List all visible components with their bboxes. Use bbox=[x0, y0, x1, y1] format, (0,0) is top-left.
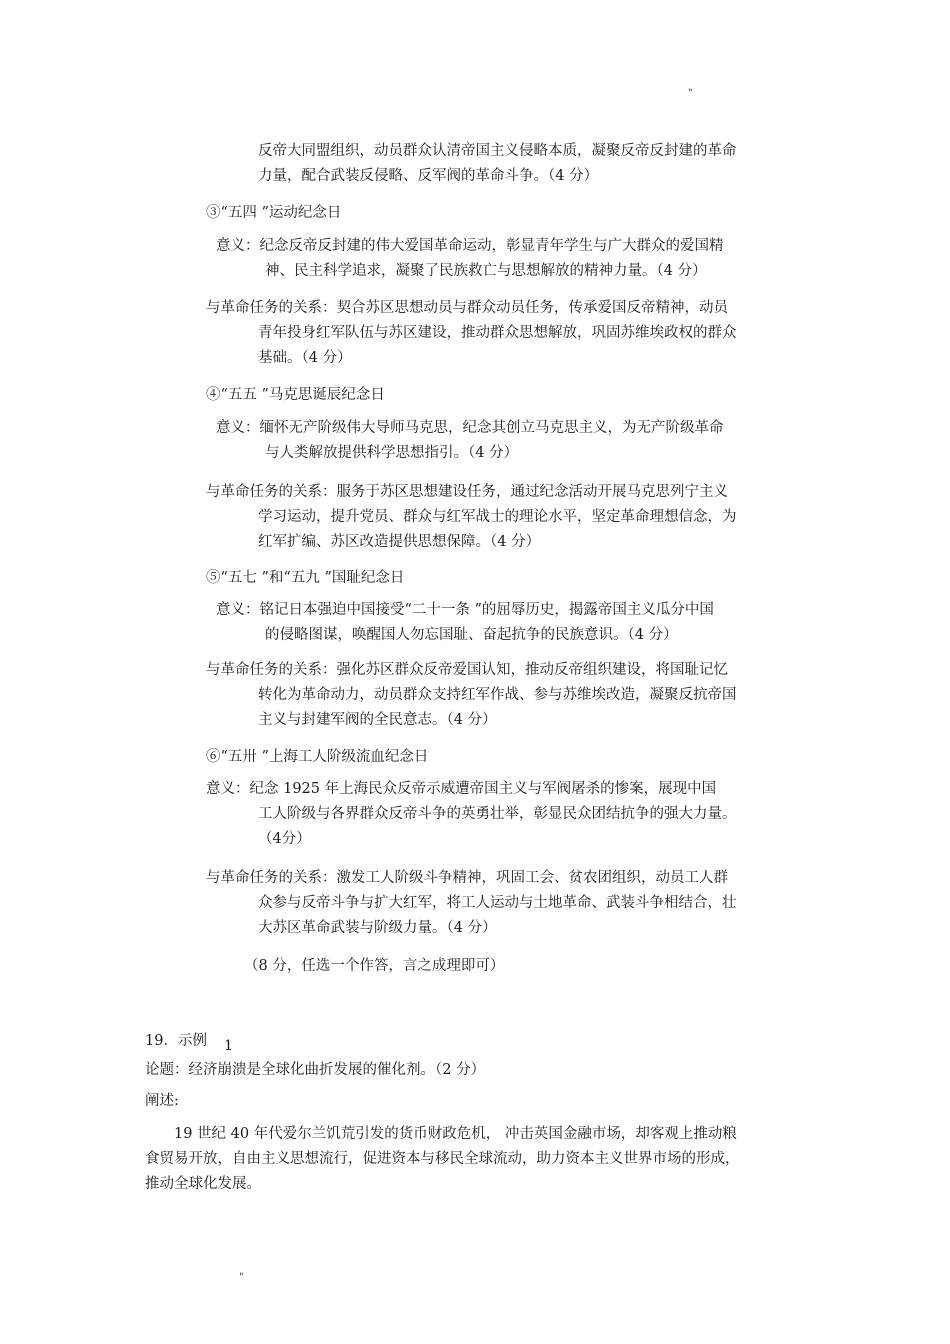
relation-text: 大苏区革命武装与阶级力量。（4 分） bbox=[258, 920, 497, 936]
item-heading-may5: ④“五五 ”马克思诞辰纪念日 bbox=[206, 387, 385, 403]
question-label: 19．示例 bbox=[145, 1033, 207, 1049]
page-mark-bottom: " bbox=[239, 1272, 244, 1283]
relation-text: 与革命任务的关系：服务于苏区思想建设任务，通过纪念活动开展马克思列宁主义 bbox=[206, 484, 728, 500]
item-heading-may30: ⑥“五卅 ”上海工人阶级流血纪念日 bbox=[206, 749, 429, 765]
page-mark-top: " bbox=[688, 88, 693, 99]
relation-text: 与革命任务的关系：强化苏区群众反帝爱国认知，推动反帝组织建设，将国耻记忆 bbox=[206, 662, 728, 678]
elaboration-paragraph: 19 世纪 40 年代爱尔兰饥荒引发的货币财政危机， 冲击英国金融市场，却客观上推动粮 bbox=[174, 1126, 737, 1142]
relation-text: 与革命任务的关系：契合苏区思想动员与群众动员任务，传承爱国反帝精神，动员 bbox=[206, 300, 728, 316]
meaning-text: （4分） bbox=[258, 831, 311, 847]
item-heading-may4: ③“五四 ”运动纪念日 bbox=[206, 205, 342, 221]
continuation-line: 反帝大同盟组织，动员群众认清帝国主义侵略本质，凝聚反帝反封建的革命 bbox=[258, 143, 737, 159]
relation-text: 青年投身红军队伍与苏区建设，推动群众思想解放，巩固苏维埃政权的群众 bbox=[258, 325, 737, 341]
meaning-text: 意义：缅怀无产阶级伟大导师马克思，纪念其创立马克思主义，为无产阶级革命 bbox=[216, 420, 724, 436]
thesis-text: 论题：经济崩溃是全球化曲折发展的催化剂。（2 分） bbox=[145, 1062, 486, 1078]
relation-text: 与革命任务的关系：激发工人阶级斗争精神，巩固工会、贫农团组织，动员工人群 bbox=[206, 870, 728, 886]
elaboration-paragraph: 推动全球化发展。 bbox=[145, 1176, 261, 1192]
relation-text: 主义与封建军阀的全民意志。（4 分） bbox=[258, 712, 497, 728]
scoring-note: （8 分，任选一个作答，言之成理即可） bbox=[244, 958, 505, 974]
elaboration-paragraph: 食贸易开放，自由主义思想流行，促进资本与移民全球流动，助力资本主义世界市场的形成， bbox=[145, 1151, 740, 1167]
relation-text: 基础。（4 分） bbox=[258, 350, 352, 366]
relation-text: 转化为革命动力，动员群众支持红军作战、参与苏维埃改造，凝聚反抗帝国 bbox=[258, 687, 737, 703]
relation-text: 学习运动，提升党员、群众与红军战士的理论水平，坚定革命理想信念，为 bbox=[258, 509, 737, 525]
meaning-text: 与人类解放提供科学思想指引。（4 分） bbox=[265, 445, 519, 461]
meaning-text: 神、民主科学追求，凝聚了民族救亡与思想解放的精神力量。（4 分） bbox=[265, 263, 707, 279]
meaning-text: 意义：纪念反帝反封建的伟大爱国革命运动，彰显青年学生与广大群众的爱国精 bbox=[216, 238, 724, 254]
elaboration-label: 阐述: bbox=[145, 1093, 179, 1109]
relation-text: 众参与反帝斗争与扩大红军，将工人运动与土地革命、武装斗争相结合，壮 bbox=[258, 895, 737, 911]
example-number: 1 bbox=[224, 1038, 233, 1054]
relation-text: 红军扩编、苏区改造提供思想保障。（4 分） bbox=[258, 534, 541, 550]
meaning-text: 工人阶级与各界群众反帝斗争的英勇壮举，彰显民众团结抗争的强大力量。 bbox=[258, 806, 737, 822]
continuation-line: 力量，配合武装反侵略、反军阀的革命斗争。（4 分） bbox=[258, 168, 599, 184]
meaning-text: 意义：纪念 1925 年上海民众反帝示威遭帝国主义与军阀屠杀的惨案，展现中国 bbox=[206, 781, 717, 797]
item-heading-may7-may9: ⑤“五七 ”和“五九 ”国耻纪念日 bbox=[206, 570, 405, 586]
meaning-text: 意义：铭记日本强迫中国接受“二十一条 ”的屈辱历史，揭露帝国主义瓜分中国 bbox=[216, 602, 714, 618]
meaning-text: 的侵略图谋，唤醒国人勿忘国耻、奋起抗争的民族意识。（4 分） bbox=[265, 627, 678, 643]
